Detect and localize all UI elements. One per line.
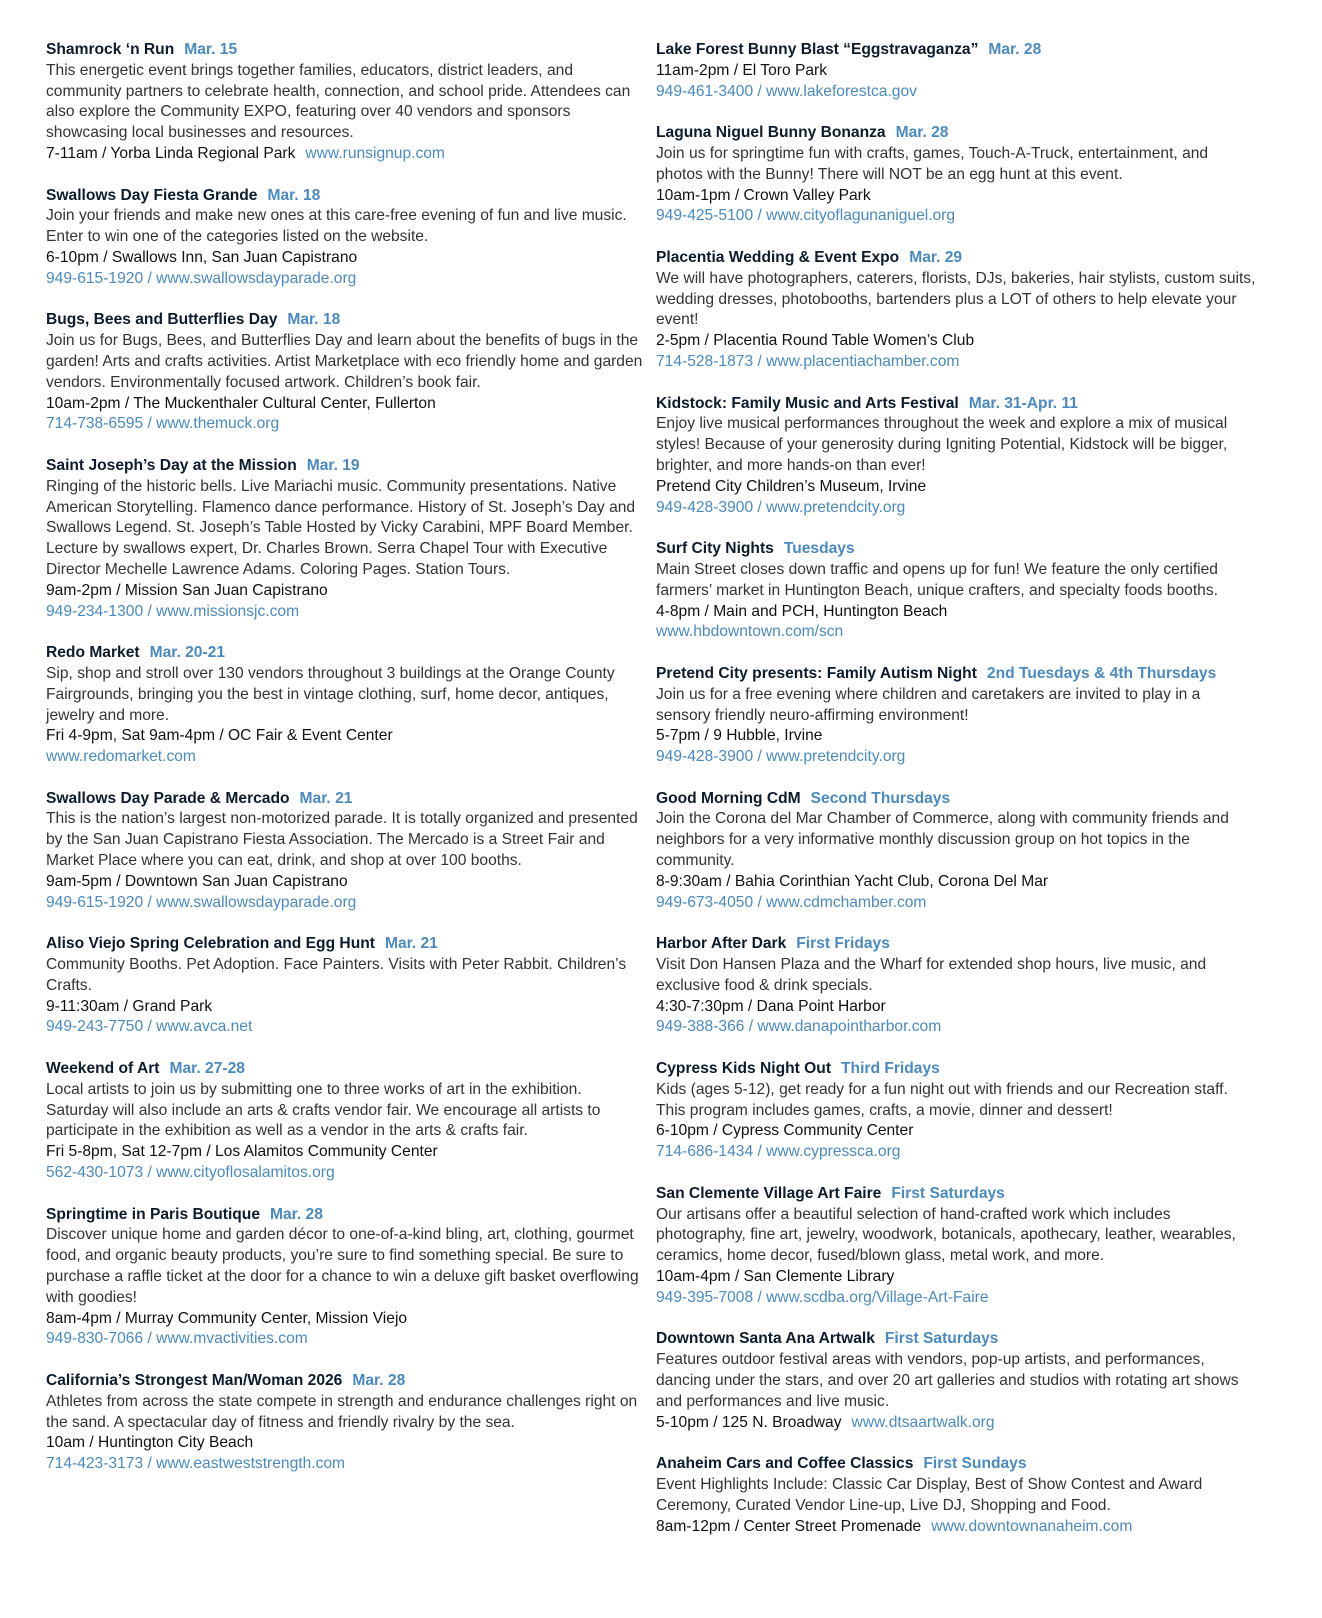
event-date: Mar. 28: [270, 1205, 323, 1223]
event-date: Mar. 28: [352, 1372, 406, 1389]
event-contact-link[interactable]: 949-615-1920 / www.swallowsdayparade.org: [46, 269, 357, 287]
event-item: [46, 456, 646, 622]
event-heading: [656, 1184, 1256, 1205]
event-contact-link[interactable]: 714-528-1873 / www.placentiachamber.com: [656, 352, 960, 370]
event-description: Join the Corona del Mar Chamber of Commerce, along with community friends and neighbors for a very informative monthly discussion group on hot topics in the community.: [656, 810, 1229, 870]
event-title: Pretend City presents: Family Autism Night: [656, 664, 977, 682]
event-heading: [46, 1205, 646, 1226]
event-detail: 10am-2pm / The Muckenthaler Cultural Center, Fullerton: [46, 394, 436, 412]
event-description: Local artists to join us by submitting one to three works of art in the exhibition. Saturday will also include an arts & crafts vendor fair. We encourage all artists to participate in the exhibition as well as a vendor in the arts & crafts fair.: [46, 1080, 601, 1140]
event-title: Shamrock ‘n Run: [46, 41, 175, 58]
event-description: Join your friends and make new ones at this care-free evening of fun and live music. Enter to win one of the categories listed on the website.: [46, 207, 627, 246]
event-contact-link[interactable]: 949-615-1920 / www.swallowsdayparade.org: [46, 893, 357, 911]
event-title: Laguna Niguel Bunny Bonanza: [656, 124, 886, 142]
event-item: [656, 1184, 1256, 1309]
event-heading: [46, 1059, 646, 1080]
event-title: Harbor After Dark: [656, 935, 787, 953]
event-item: [656, 40, 1256, 102]
event-date: Mar. 31-Apr. 11: [968, 394, 1078, 412]
event-date: Mar. 29: [909, 248, 963, 266]
event-description: Visit Don Hansen Plaza and the Wharf for extended shop hours, live music, and exclusive food & drink specials.: [656, 956, 1207, 994]
event-item: [656, 1454, 1256, 1537]
event-description: Our artisans offer a beautiful selection of hand-crafted work which includes photography, fine art, jewelry, woodwork, botanicals, apothecary, leather, wearables, ceramics, home decor, fused/blown glass, metal work, and more.: [656, 1205, 1236, 1265]
event-item: [656, 123, 1256, 227]
event-heading: [46, 310, 646, 331]
event-detail: 5-7pm / 9 Hubble, Irvine: [656, 727, 823, 745]
event-contact-link[interactable]: 949-461-3400 / www.lakeforestca.gov: [656, 82, 917, 100]
event-item: [46, 40, 646, 165]
event-description: Community Booths. Pet Adoption. Face Painters. Visits with Peter Rabbit. Children’s Crafts.: [46, 956, 627, 994]
event-heading: [656, 1329, 1256, 1350]
event-item: [46, 186, 646, 290]
event-detail: 9am-2pm / Mission San Juan Capistrano: [46, 581, 328, 599]
event-item: [656, 539, 1256, 643]
event-time-location: [656, 477, 1256, 498]
event-time-location: [656, 726, 1256, 747]
event-time-location: [656, 997, 1256, 1018]
event-time-location: [656, 331, 1256, 352]
event-title: San Clemente Village Art Faire: [656, 1184, 882, 1202]
event-title: Good Morning CdM: [656, 789, 801, 807]
event-description: Join us for springtime fun with crafts, games, Touch-A-Truck, entertainment, and photos with the Bunny! There will NOT be an egg hunt at this event.: [656, 144, 1209, 183]
event-time-location: [46, 394, 646, 415]
event-title: Saint Joseph’s Day at the Mission: [46, 456, 297, 474]
event-item: [656, 664, 1256, 768]
event-time-location: [656, 1267, 1256, 1288]
event-detail: 10am-4pm / San Clemente Library: [656, 1268, 895, 1286]
event-detail: 4-8pm / Main and PCH, Huntington Beach: [656, 602, 948, 620]
event-detail: 8am-12pm / Center Street Promenade: [656, 1517, 922, 1535]
event-item: [46, 643, 646, 768]
event-contact-link[interactable]: 949-395-7008 / www.scdba.org/Village-Art-Faire: [656, 1288, 989, 1306]
event-time-location: [656, 186, 1256, 207]
right-column: [656, 40, 1256, 1558]
event-detail: 9am-5pm / Downtown San Juan Capistrano: [46, 872, 348, 890]
event-item: [46, 1205, 646, 1351]
event-time-location: [656, 1413, 1256, 1434]
event-heading: [656, 1454, 1256, 1475]
event-description: Event Highlights Include: Classic Car Display, Best of Show Contest and Award Ceremony, Curated Vendor Line-up, Live DJ, Shopping and Food.: [656, 1475, 1203, 1514]
event-time-location: [656, 1121, 1256, 1142]
event-detail: Fri 5-8pm, Sat 12-7pm / Los Alamitos Community Center: [46, 1143, 438, 1161]
event-title: Downtown Santa Ana Artwalk: [656, 1330, 875, 1348]
event-description: Enjoy live musical performances throughout the week and explore a mix of musical styles! Because of your generosity during Igniting Potential, Kidstock will be bigger, brighter, and more hands-on than ever!: [656, 415, 1228, 474]
event-date: Mar. 18: [267, 186, 321, 204]
event-detail: 10am / Huntington City Beach: [46, 1434, 254, 1452]
event-title: Anaheim Cars and Coffee Classics: [656, 1455, 914, 1473]
event-description: Main Street closes down traffic and opens up for fun! We feature the only certified farmers’ market in Huntington Beach, unique crafters, and specialty foods booths.: [656, 560, 1218, 599]
event-description: Discover unique home and garden décor to one-of-a-kind bling, art, clothing, gourmet food, and organic beauty products, you’re sure to find something special. Be sure to purchase a raffle ticket at the door for a chance to win a deluxe gift basket overflowing with goodies!: [46, 1226, 639, 1306]
event-time-location: [46, 872, 646, 893]
event-title: Springtime in Paris Boutique: [46, 1205, 261, 1223]
event-detail: Fri 4-9pm, Sat 9am-4pm / OC Fair & Event Center: [46, 727, 393, 745]
event-date: Third Fridays: [841, 1060, 940, 1078]
event-date: Mar. 20-21: [149, 644, 226, 662]
event-contact-link[interactable]: 562-430-1073 / www.cityoflosalamitos.org: [46, 1164, 335, 1182]
event-title: Aliso Viejo Spring Celebration and Egg Hunt: [46, 935, 375, 953]
event-description: Athletes from across the state compete in strength and endurance challenges right on the sand. A spectacular day of fitness and friendly rivalry by the sea.: [46, 1392, 638, 1431]
event-heading: [656, 40, 1256, 61]
event-title: Bugs, Bees and Butterflies Day: [46, 311, 278, 329]
event-contact-link[interactable]: 949-234-1300 / www.missionsjc.com: [46, 602, 300, 620]
event-detail: 10am-1pm / Crown Valley Park: [656, 186, 871, 204]
event-time-location: [46, 144, 646, 165]
event-date: First Sundays: [923, 1455, 1027, 1473]
event-heading: [46, 40, 646, 61]
event-contact-link[interactable]: 949-425-5100 / www.cityoflagunaniguel.org: [656, 207, 956, 225]
event-time-location: [656, 1517, 1256, 1538]
event-detail: 9-11:30am / Grand Park: [46, 997, 213, 1015]
event-detail: 7-11am / Yorba Linda Regional Park: [46, 144, 296, 162]
event-contact-link[interactable]: 949-388-366 / www.danapointharbor.com: [656, 1018, 942, 1036]
event-title: Swallows Day Parade & Mercado: [46, 789, 290, 807]
event-link[interactable]: www.runsignup.com: [305, 144, 445, 162]
event-date: 2nd Tuesdays & 4th Thursdays: [986, 664, 1217, 682]
event-time-location: [46, 726, 646, 747]
event-title: Kidstock: Family Music and Arts Festival: [656, 394, 959, 412]
event-description: This energetic event brings together families, educators, district leaders, and community partners to celebrate health, connection, and school pride. Attendees can also explore the Community EXPO, featuring over 40 vendors and sponsors showcasing local businesses and resources.: [46, 61, 631, 142]
event-time-location: [46, 1433, 646, 1454]
event-detail: Pretend City Children’s Museum, Irvine: [656, 477, 927, 495]
event-description: We will have photographers, caterers, florists, DJs, bakeries, hair stylists, custom suits, wedding dresses, photobooths, bartenders plus a LOT of others to help elevate your event!: [656, 269, 1256, 329]
event-item: [46, 789, 646, 914]
event-time-location: [46, 997, 646, 1018]
event-contact-link[interactable]: 949-428-3900 / www.pretendcity.org: [656, 498, 906, 516]
event-title: Redo Market: [46, 644, 140, 662]
event-link[interactable]: www.downtownanaheim.com: [931, 1517, 1133, 1535]
event-heading: [656, 934, 1256, 955]
event-time-location: [656, 61, 1256, 82]
event-link[interactable]: www.dtsaartwalk.org: [851, 1413, 995, 1431]
event-heading: [46, 643, 646, 664]
event-heading: [656, 123, 1256, 144]
event-description: Ringing of the historic bells. Live Mariachi music. Community presentations. Native American Storytelling. Flamenco dance performance. History of St. Joseph’s Day and Swallows Legend. St. Joseph’s Table Hosted by Vicky Carabini, MPF Board Member. Lecture by swallows expert, Dr. Charles Brown. Serra Chapel Tour with Executive Director Mechelle Lawrence Adams. Coloring Pages. Station Tours.: [46, 477, 636, 578]
event-detail: 4:30-7:30pm / Dana Point Harbor: [656, 997, 886, 1015]
event-date: First Saturdays: [884, 1330, 999, 1348]
event-time-location: [656, 872, 1256, 893]
event-heading: [46, 934, 646, 955]
event-item: [46, 934, 646, 1038]
event-contact-link[interactable]: 949-243-7750 / www.avca.net: [46, 1018, 253, 1036]
event-title: California’s Strongest Man/Woman 2026: [46, 1372, 343, 1389]
event-date: Mar. 28: [988, 41, 1042, 58]
event-detail: 8-9:30am / Bahia Corinthian Yacht Club, Corona Del Mar: [656, 872, 1049, 890]
event-time-location: [46, 1309, 646, 1330]
event-heading: [656, 394, 1256, 415]
event-contact-link[interactable]: 949-830-7066 / www.mvactivities.com: [46, 1330, 308, 1348]
event-item: [46, 1371, 646, 1475]
event-date: Second Thursdays: [810, 789, 951, 807]
event-time-location: [46, 581, 646, 602]
event-date: Mar. 21: [299, 789, 353, 807]
event-detail: 11am-2pm / El Toro Park: [656, 61, 828, 79]
event-description: This is the nation’s largest non-motorized parade. It is totally organized and presented by the San Juan Capistrano Fiesta Association. The Mercado is a Street Fair and Market Place where you can eat, drink, and shop at over 100 booths.: [46, 810, 638, 870]
event-contact-link[interactable]: 714-686-1434 / www.cypressca.org: [656, 1143, 901, 1161]
event-date: Mar. 27-28: [169, 1060, 245, 1078]
event-heading: [656, 789, 1256, 810]
event-date: Mar. 18: [287, 311, 341, 329]
event-detail: 8am-4pm / Murray Community Center, Mission Viejo: [46, 1309, 408, 1327]
event-contact-link[interactable]: 714-423-3173 / www.eastweststrength.com: [46, 1455, 346, 1473]
event-item: [656, 248, 1256, 373]
event-date: First Fridays: [796, 935, 890, 953]
event-description: Sip, shop and stroll over 130 vendors throughout 3 buildings at the Orange County Fairgrounds, bringing you the best in vintage clothing, surf, home decor, antiques, jewelry and more.: [46, 664, 615, 724]
event-title: Swallows Day Fiesta Grande: [46, 186, 258, 204]
event-item: [656, 394, 1256, 519]
event-detail: 6-10pm / Swallows Inn, San Juan Capistrano: [46, 248, 358, 266]
event-description: Join us for Bugs, Bees, and Butterflies Day and learn about the benefits of bugs in the garden! Arts and crafts activities. Artist Marketplace with eco friendly home and garden vendors. Environmentally focused artwork. Children’s book fair.: [46, 332, 643, 391]
event-date: First Saturdays: [891, 1184, 1005, 1202]
event-heading: [656, 248, 1256, 269]
event-contact-link[interactable]: 949-428-3900 / www.pretendcity.org: [656, 748, 906, 766]
event-time-location: [46, 1142, 646, 1163]
event-date: Mar. 15: [184, 41, 238, 58]
event-detail: 2-5pm / Placentia Round Table Women’s Club: [656, 332, 975, 350]
event-contact-link[interactable]: www.redomarket.com: [46, 748, 196, 766]
event-description: Join us for a free evening where children and caretakers are invited to play in a sensory friendly neuro-affirming environment!: [656, 685, 1201, 724]
event-contact-link[interactable]: www.hbdowntown.com/scn: [656, 623, 844, 641]
event-heading: [46, 1371, 646, 1392]
event-time-location: [656, 602, 1256, 623]
event-date: Mar. 28: [895, 124, 949, 142]
event-item: [46, 1059, 646, 1184]
event-time-location: [46, 248, 646, 269]
event-contact-link[interactable]: 714-738-6595 / www.themuck.org: [46, 415, 280, 433]
event-date: Mar. 21: [384, 935, 438, 953]
event-heading: [46, 186, 646, 207]
event-item: [656, 934, 1256, 1038]
event-item: [46, 310, 646, 435]
event-heading: [656, 664, 1256, 685]
event-title: Surf City Nights: [656, 540, 774, 558]
event-item: [656, 1059, 1256, 1163]
event-title: Placentia Wedding & Event Expo: [656, 248, 900, 266]
event-date: Mar. 19: [306, 456, 360, 474]
event-detail: 5-10pm / 125 N. Broadway: [656, 1413, 842, 1431]
event-contact-link[interactable]: 949-673-4050 / www.cdmchamber.com: [656, 893, 927, 911]
event-heading: [656, 1059, 1256, 1080]
event-title: Lake Forest Bunny Blast “Eggstravaganza”: [656, 41, 979, 58]
event-heading: [46, 789, 646, 810]
event-description: Kids (ages 5-12), get ready for a fun night out with friends and our Recreation staff. This program includes games, crafts, a movie, dinner and dessert!: [656, 1080, 1228, 1119]
event-heading: [656, 539, 1256, 560]
event-title: Cypress Kids Night Out: [656, 1060, 832, 1078]
event-description: Features outdoor festival areas with vendors, pop-up artists, and performances, dancing under the stars, and over 20 art galleries and studios with rotating art shows and performances and live music.: [656, 1351, 1239, 1410]
event-item: [656, 789, 1256, 914]
event-item: [656, 1329, 1256, 1433]
event-title: Weekend of Art: [46, 1060, 160, 1078]
left-column: [46, 40, 646, 1558]
event-date: Tuesdays: [783, 540, 855, 558]
event-heading: [46, 456, 646, 477]
event-detail: 6-10pm / Cypress Community Center: [656, 1122, 914, 1140]
